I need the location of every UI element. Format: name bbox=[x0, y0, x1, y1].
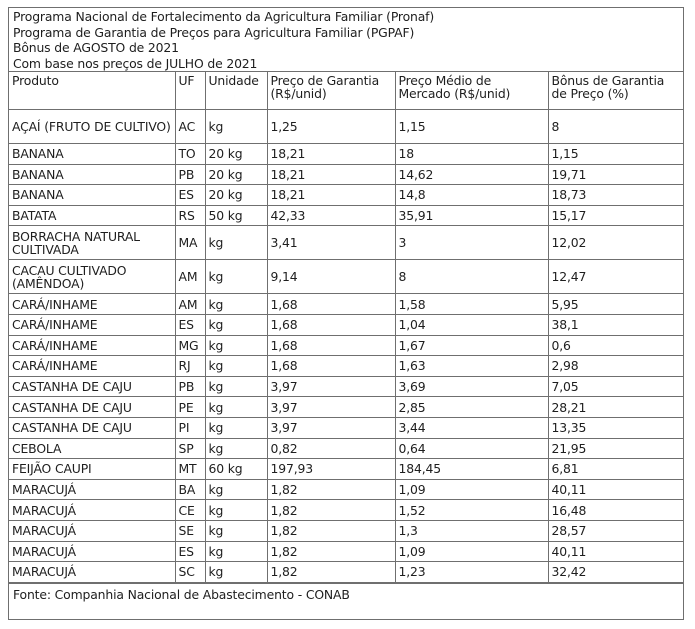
cell-produto: CASTANHA DE CAJU bbox=[9, 417, 175, 438]
cell-preco-medio: 35,91 bbox=[395, 205, 548, 226]
cell-uf: SE bbox=[175, 520, 205, 541]
cell-uf: PB bbox=[175, 376, 205, 397]
cell-bonus: 18,73 bbox=[548, 185, 683, 206]
cell-uf: PE bbox=[175, 397, 205, 418]
cell-produto: CARÁ/INHAME bbox=[9, 314, 175, 335]
cell-preco-medio: 1,63 bbox=[395, 356, 548, 377]
cell-unidade: kg bbox=[205, 397, 267, 418]
cell-preco-medio: 1,15 bbox=[395, 110, 548, 144]
cell-uf: SC bbox=[175, 562, 205, 583]
cell-uf: RS bbox=[175, 205, 205, 226]
cell-bonus: 13,35 bbox=[548, 417, 683, 438]
cell-uf: SP bbox=[175, 438, 205, 459]
cell-bonus: 40,11 bbox=[548, 541, 683, 562]
cell-bonus: 12,02 bbox=[548, 226, 683, 260]
column-header-preco-garantia: Preço de Garantia (R$/unid) bbox=[267, 72, 395, 110]
cell-unidade: 60 kg bbox=[205, 459, 267, 480]
cell-unidade: kg bbox=[205, 294, 267, 315]
cell-uf: AM bbox=[175, 294, 205, 315]
cell-preco-medio: 184,45 bbox=[395, 459, 548, 480]
table-row bbox=[9, 314, 683, 335]
cell-unidade: kg bbox=[205, 356, 267, 377]
table-row bbox=[9, 541, 683, 562]
cell-preco-medio: 18 bbox=[395, 144, 548, 165]
cell-unidade: kg bbox=[205, 562, 267, 583]
cell-preco-garantia: 3,97 bbox=[267, 376, 395, 397]
cell-preco-medio: 1,3 bbox=[395, 520, 548, 541]
cell-unidade: kg bbox=[205, 335, 267, 356]
cell-preco-garantia: 3,97 bbox=[267, 397, 395, 418]
header-line-bonus-month: Bônus de AGOSTO de 2021 bbox=[13, 40, 179, 55]
header-line-pronaf: Programa Nacional de Fortalecimento da Agricultura Familiar (Pronaf) bbox=[13, 9, 435, 24]
cell-uf: PI bbox=[175, 417, 205, 438]
cell-bonus: 6,81 bbox=[548, 459, 683, 480]
cell-bonus: 32,42 bbox=[548, 562, 683, 583]
cell-unidade: kg bbox=[205, 438, 267, 459]
cell-unidade: kg bbox=[205, 500, 267, 521]
cell-produto: MARACUJÁ bbox=[9, 562, 175, 583]
cell-uf: TO bbox=[175, 144, 205, 165]
column-header-uf: UF bbox=[175, 72, 205, 110]
table-row bbox=[9, 226, 683, 260]
column-header-produto: Produto bbox=[9, 72, 175, 110]
price-guarantee-table bbox=[9, 71, 683, 583]
cell-unidade: kg bbox=[205, 417, 267, 438]
cell-bonus: 5,95 bbox=[548, 294, 683, 315]
table-row bbox=[9, 185, 683, 206]
table-row bbox=[9, 205, 683, 226]
cell-unidade: kg bbox=[205, 520, 267, 541]
cell-produto: MARACUJÁ bbox=[9, 479, 175, 500]
cell-produto: FEIJÃO CAUPI bbox=[9, 459, 175, 480]
cell-preco-medio: 1,58 bbox=[395, 294, 548, 315]
cell-bonus: 21,95 bbox=[548, 438, 683, 459]
cell-preco-garantia: 1,68 bbox=[267, 294, 395, 315]
cell-bonus: 28,57 bbox=[548, 520, 683, 541]
table-row bbox=[9, 356, 683, 377]
table-row bbox=[9, 417, 683, 438]
cell-preco-garantia: 3,97 bbox=[267, 417, 395, 438]
cell-uf: ES bbox=[175, 185, 205, 206]
cell-produto: MARACUJÁ bbox=[9, 500, 175, 521]
cell-preco-medio: 1,09 bbox=[395, 479, 548, 500]
cell-unidade: kg bbox=[205, 314, 267, 335]
cell-produto: CACAU CULTIVADO (AMÊNDOA) bbox=[9, 260, 175, 294]
cell-bonus: 28,21 bbox=[548, 397, 683, 418]
cell-preco-medio: 0,64 bbox=[395, 438, 548, 459]
cell-produto: BANANA bbox=[9, 144, 175, 165]
column-header-unidade: Unidade bbox=[205, 72, 267, 110]
table-row bbox=[9, 562, 683, 583]
cell-bonus: 40,11 bbox=[548, 479, 683, 500]
cell-preco-medio: 1,67 bbox=[395, 335, 548, 356]
cell-bonus: 2,98 bbox=[548, 356, 683, 377]
cell-preco-medio: 8 bbox=[395, 260, 548, 294]
cell-produto: BANANA bbox=[9, 185, 175, 206]
cell-bonus: 8 bbox=[548, 110, 683, 144]
cell-preco-garantia: 1,25 bbox=[267, 110, 395, 144]
cell-bonus: 0,6 bbox=[548, 335, 683, 356]
table-body bbox=[9, 110, 683, 583]
table-row bbox=[9, 479, 683, 500]
document-table-frame bbox=[8, 7, 684, 620]
cell-produto: BANANA bbox=[9, 164, 175, 185]
cell-preco-garantia: 0,82 bbox=[267, 438, 395, 459]
header-line-price-basis: Com base nos preços de JULHO de 2021 bbox=[13, 55, 258, 71]
cell-preco-garantia: 197,93 bbox=[267, 459, 395, 480]
cell-bonus: 16,48 bbox=[548, 500, 683, 521]
table-header-row bbox=[9, 72, 683, 110]
cell-bonus: 12,47 bbox=[548, 260, 683, 294]
cell-preco-garantia: 42,33 bbox=[267, 205, 395, 226]
cell-uf: PB bbox=[175, 164, 205, 185]
cell-bonus: 38,1 bbox=[548, 314, 683, 335]
cell-uf: AM bbox=[175, 260, 205, 294]
table-row bbox=[9, 164, 683, 185]
header-line-pgpaf: Programa de Garantia de Preços para Agricultura Familiar (PGPAF) bbox=[13, 24, 415, 40]
cell-uf: AC bbox=[175, 110, 205, 144]
cell-bonus: 1,15 bbox=[548, 144, 683, 165]
cell-bonus: 7,05 bbox=[548, 376, 683, 397]
cell-produto: CASTANHA DE CAJU bbox=[9, 397, 175, 418]
cell-produto: MARACUJÁ bbox=[9, 520, 175, 541]
table-row bbox=[9, 335, 683, 356]
cell-unidade: 50 kg bbox=[205, 205, 267, 226]
cell-produto: CARÁ/INHAME bbox=[9, 335, 175, 356]
cell-preco-medio: 3,69 bbox=[395, 376, 548, 397]
cell-preco-garantia: 18,21 bbox=[267, 164, 395, 185]
cell-bonus: 19,71 bbox=[548, 164, 683, 185]
cell-unidade: kg bbox=[205, 260, 267, 294]
cell-preco-garantia: 18,21 bbox=[267, 144, 395, 165]
table-row bbox=[9, 260, 683, 294]
cell-uf: ES bbox=[175, 314, 205, 335]
cell-unidade: kg bbox=[205, 541, 267, 562]
cell-unidade: kg bbox=[205, 110, 267, 144]
document-header bbox=[9, 8, 683, 71]
table-row bbox=[9, 397, 683, 418]
cell-preco-medio: 1,04 bbox=[395, 314, 548, 335]
table-row bbox=[9, 110, 683, 144]
cell-preco-medio: 14,8 bbox=[395, 185, 548, 206]
cell-preco-medio: 1,23 bbox=[395, 562, 548, 583]
cell-preco-medio: 2,85 bbox=[395, 397, 548, 418]
cell-unidade: 20 kg bbox=[205, 144, 267, 165]
cell-uf: MT bbox=[175, 459, 205, 480]
cell-uf: MG bbox=[175, 335, 205, 356]
cell-unidade: 20 kg bbox=[205, 164, 267, 185]
cell-preco-garantia: 1,82 bbox=[267, 541, 395, 562]
source-footer: Fonte: Companhia Nacional de Abastecimento - CONAB bbox=[9, 583, 683, 606]
cell-unidade: 20 kg bbox=[205, 185, 267, 206]
cell-preco-garantia: 9,14 bbox=[267, 260, 395, 294]
cell-produto: CARÁ/INHAME bbox=[9, 294, 175, 315]
cell-uf: CE bbox=[175, 500, 205, 521]
cell-produto: CEBOLA bbox=[9, 438, 175, 459]
cell-uf: RJ bbox=[175, 356, 205, 377]
cell-uf: ES bbox=[175, 541, 205, 562]
cell-preco-garantia: 3,41 bbox=[267, 226, 395, 260]
table-row bbox=[9, 376, 683, 397]
cell-produto: CASTANHA DE CAJU bbox=[9, 376, 175, 397]
cell-produto: BATATA bbox=[9, 205, 175, 226]
cell-preco-garantia: 1,68 bbox=[267, 314, 395, 335]
cell-unidade: kg bbox=[205, 376, 267, 397]
cell-preco-medio: 3 bbox=[395, 226, 548, 260]
cell-preco-garantia: 1,82 bbox=[267, 562, 395, 583]
cell-produto: AÇAÍ (FRUTO DE CULTIVO) bbox=[9, 110, 175, 144]
cell-produto: MARACUJÁ bbox=[9, 541, 175, 562]
cell-preco-medio: 1,09 bbox=[395, 541, 548, 562]
cell-uf: MA bbox=[175, 226, 205, 260]
cell-unidade: kg bbox=[205, 226, 267, 260]
table-row bbox=[9, 294, 683, 315]
cell-preco-garantia: 1,68 bbox=[267, 335, 395, 356]
column-header-preco-medio: Preço Médio de Mercado (R$/unid) bbox=[395, 72, 548, 110]
cell-bonus: 15,17 bbox=[548, 205, 683, 226]
cell-produto: BORRACHA NATURAL CULTIVADA bbox=[9, 226, 175, 260]
table-row bbox=[9, 144, 683, 165]
cell-produto: CARÁ/INHAME bbox=[9, 356, 175, 377]
cell-preco-garantia: 1,68 bbox=[267, 356, 395, 377]
cell-preco-medio: 14,62 bbox=[395, 164, 548, 185]
cell-preco-garantia: 1,82 bbox=[267, 479, 395, 500]
table-row bbox=[9, 438, 683, 459]
table-row bbox=[9, 459, 683, 480]
column-header-bonus: Bônus de Garantia de Preço (%) bbox=[548, 72, 683, 110]
cell-unidade: kg bbox=[205, 479, 267, 500]
cell-preco-garantia: 1,82 bbox=[267, 520, 395, 541]
cell-preco-medio: 3,44 bbox=[395, 417, 548, 438]
cell-preco-garantia: 18,21 bbox=[267, 185, 395, 206]
table-row bbox=[9, 500, 683, 521]
cell-uf: BA bbox=[175, 479, 205, 500]
cell-preco-medio: 1,52 bbox=[395, 500, 548, 521]
table-row bbox=[9, 520, 683, 541]
cell-preco-garantia: 1,82 bbox=[267, 500, 395, 521]
